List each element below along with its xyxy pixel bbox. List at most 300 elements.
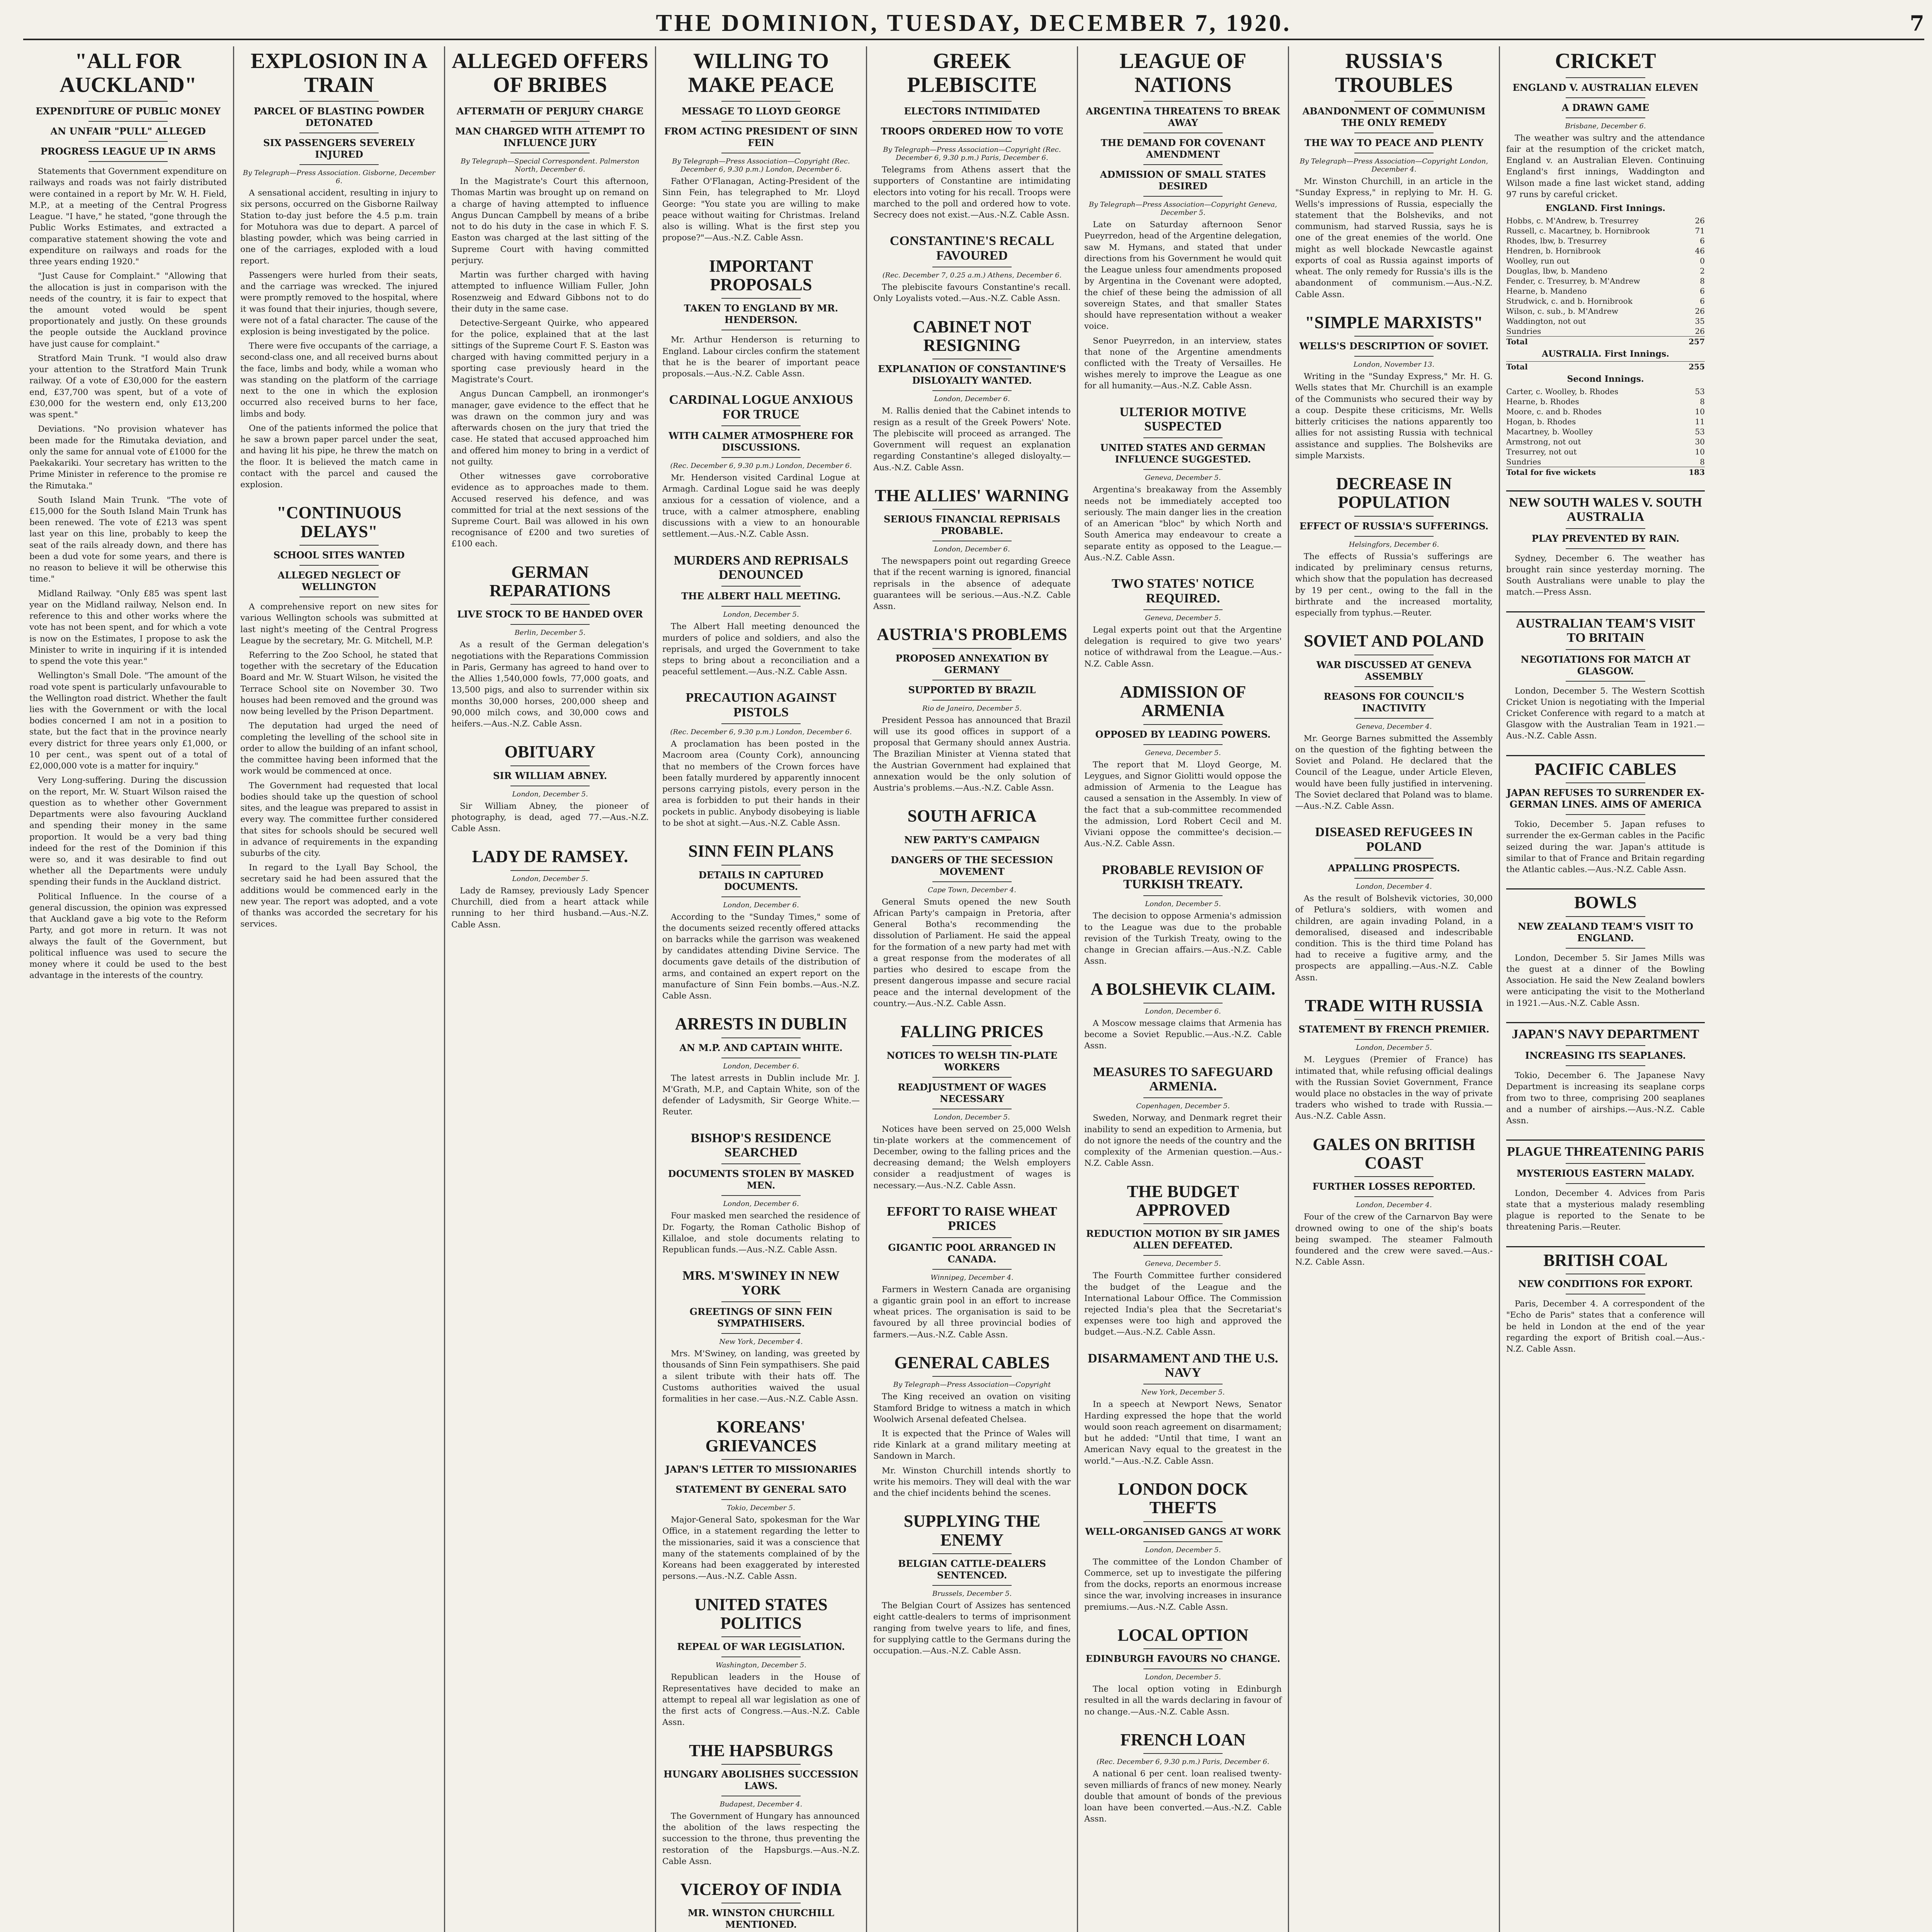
story-paragraph: Major-General Sato, spokesman for the War Office, in a statement regarding the letter to the missionaries, said it was a conscience that many of the statements complained of by the Koreans had been exaggerated by interested persons.—Aus.-N.Z. Cable Assn. xyxy=(662,1515,860,1582)
scorecard-title: ENGLAND. First Innings. xyxy=(1546,203,1665,213)
batsman-cell: Moore, c. and b. Rhodes xyxy=(1506,407,1602,416)
story-dateline: By Telegraph—Special Correspondent. Palmerston North, December 6. xyxy=(461,157,639,174)
headline-rule xyxy=(932,1269,1011,1270)
column-7 xyxy=(1289,46,1500,1932)
story-headline: ARRESTS IN DUBLIN xyxy=(675,1014,847,1034)
story-subheading: ELECTORS INTIMIDATED xyxy=(904,105,1040,117)
headline-rule xyxy=(721,1163,800,1164)
story-headline: LADY DE RAMSEY. xyxy=(472,847,628,866)
batsman-cell: Sundries xyxy=(1506,457,1541,466)
news-story xyxy=(1084,405,1282,563)
story-paragraph: The latest arrests in Dublin include Mr. J. M'Grath, M.P., and Captain White, son of the defender of Ladysmith, Sir George White.—Reuter. xyxy=(662,1073,860,1117)
news-story xyxy=(873,807,1071,1009)
story-headline: AUSTRALIAN TEAM'S VISIT TO BRITAIN xyxy=(1516,616,1695,645)
section-rule xyxy=(1506,490,1705,492)
score-row xyxy=(1506,447,1705,457)
story-subheading: EXPLANATION OF CONSTANTINE'S DISLOYALTY WANTED. xyxy=(878,363,1066,386)
section-rule xyxy=(1506,611,1705,612)
story-paragraph: Wellington's Small Dole. "The amount of the road vote spent is particularly unfavourable to the Wellington road district. Whether the fault lies with the Government or with the local bodies concerned I am not in a position to state, but the fact that in the province nearly every district for three years only £1,000, or 10 per cent., was spent out of a total of £2,000,000 vote is a matter for inquiry." xyxy=(29,671,227,771)
headline-rule xyxy=(510,765,589,766)
story-headline: LONDON DOCK THEFTS xyxy=(1118,1479,1248,1517)
headline-rule xyxy=(932,1045,1011,1046)
story-subheading: NEW CONDITIONS FOR EXPORT. xyxy=(1518,1278,1693,1290)
england-scorecard xyxy=(1506,216,1705,347)
story-subheading: EXPENDITURE OF PUBLIC MONEY xyxy=(36,105,221,117)
story-paragraph: According to the "Sunday Times," some of the documents seized recently offered attacks on barracks while the garrison was weakened by candidates attending Divine Service. The documents gave details of the distribution of arms, and contained an expert report on the manufacture of Sinn Fein bombs.—Aus.-N.Z. Cable Assn. xyxy=(662,912,860,1001)
story-paragraph: Angus Duncan Campbell, an ironmonger's manager, gave evidence to the effect that he was drawn on the common jury and was afterwards chosen on the jury that tried the case. He stated that accused approached him and offered him money to bring in a verdict of not guilty. xyxy=(451,389,649,467)
story-subheading: REDUCTION MOTION BY SIR JAMES ALLEN DEFEATED. xyxy=(1086,1228,1280,1251)
headline-rule xyxy=(932,1585,1011,1586)
headline-rule xyxy=(932,881,1011,882)
story-subheading: WAR DISCUSSED AT GENEVA ASSEMBLY xyxy=(1316,659,1472,682)
story-dateline: London, December 4. xyxy=(1356,883,1432,891)
story-paragraph: As the result of Bolshevik victories, 30,000 of Petlura's soldiers, with women and children, are again invading Poland, in a demoralised, diseased and indescribable condition. This is the third time Poland has had to receive a fugitive army, and the prospects are appalling.—Aus.-N.Z. Cable Assn. xyxy=(1295,894,1493,983)
news-story xyxy=(662,842,860,1002)
story-paragraph: Referring to the Zoo School, he stated that together with the secretary of the Education Board and Mr. W. Stuart Wilson, he visited the Terrace School site on November 30. Two houses had been removed and the ground was now being levelled by the Prison Department. xyxy=(240,650,438,717)
news-story xyxy=(240,503,438,930)
story-headline: ALLEGED OFFERS OF BRIBES xyxy=(452,49,648,97)
headline-rule xyxy=(88,141,167,142)
story-headline: TWO STATES' NOTICE REQUIRED. xyxy=(1111,577,1255,605)
story-subheading: PROGRESS LEAGUE UP IN ARMS xyxy=(40,146,216,157)
headline-rule xyxy=(721,425,800,426)
headline-rule xyxy=(721,1459,800,1460)
runs-cell: 53 xyxy=(1695,427,1705,436)
runs-cell: 10 xyxy=(1695,407,1705,416)
news-story xyxy=(1084,980,1282,1051)
runs-cell: 6 xyxy=(1700,286,1705,296)
headline-rule xyxy=(721,298,800,299)
headline-rule xyxy=(932,101,1011,102)
story-paragraph: The local option voting in Edinburgh resulted in all the wards declaring in favour of no change.—Aus.-N.Z. Cable Assn. xyxy=(1084,1684,1282,1717)
story-paragraph: Mrs. M'Swiney, on landing, was greeted by thousands of Sinn Fein sympathisers. She paid a silent tribute with their hats off. The Customs authorities waived the usual formalities in her case.—Aus.-N.Z. Cable Assn. xyxy=(662,1349,860,1404)
story-headline: FALLING PRICES xyxy=(900,1022,1044,1041)
news-story xyxy=(1084,863,1282,967)
column-3 xyxy=(445,46,656,1932)
story-subheading: THE DEMAND FOR COVENANT AMENDMENT xyxy=(1100,137,1265,160)
story-headline: THE ALLIES' WARNING xyxy=(875,486,1069,505)
column-4 xyxy=(656,46,867,1932)
story-dateline: Brisbane, December 6. xyxy=(1565,122,1646,130)
headline-rule xyxy=(510,604,589,605)
story-subheading: PROPOSED ANNEXATION BY GERMANY xyxy=(895,652,1049,675)
score-row xyxy=(1506,256,1705,266)
story-paragraph: Sir William Abney, the pioneer of photography, is dead, aged 77.—Aus.-N.Z. Cable Assn. xyxy=(451,801,649,834)
story-subheading: MESSAGE TO LLOYD GEORGE xyxy=(681,105,841,117)
headline-rule xyxy=(721,457,800,458)
story-headline: DECREASE IN POPULATION xyxy=(1336,474,1452,512)
story-paragraph: Father O'Flanagan, Acting-President of the Sinn Fein, has telegraphed to Mr. Lloyd George: "You state you are willing to make peace without waiting for Christmas. Ireland also is willing. What is the first step you propose?"—Aus.-N.Z. Cable Assn. xyxy=(662,177,860,243)
headline-rule xyxy=(932,121,1011,122)
story-headline: GREEK PLEBISCITE xyxy=(907,49,1037,97)
headline-rule xyxy=(1354,686,1433,687)
news-story xyxy=(29,49,227,981)
score-row xyxy=(1506,236,1705,246)
headline-rule xyxy=(1354,1176,1433,1177)
runs-cell: 8 xyxy=(1700,276,1705,286)
headline-rule xyxy=(1566,649,1645,650)
story-paragraph: The Government had requested that local bodies should take up the question of school sites, and the league was prepared to assist in every way. The committee further considered that sites for schools should be secured well in advance of requirements in the expanding suburbs of the city. xyxy=(240,781,438,858)
batsman-cell: Hendren, b. Hornibrook xyxy=(1506,246,1601,255)
news-story xyxy=(1295,1135,1493,1268)
total-label: Total xyxy=(1506,362,1682,372)
headline-rule xyxy=(299,565,378,566)
story-dateline: Berlin, December 5. xyxy=(514,629,586,637)
score-row xyxy=(1506,276,1705,286)
news-story xyxy=(873,49,1071,221)
runs-cell: 26 xyxy=(1695,306,1705,316)
news-story xyxy=(1084,1065,1282,1169)
story-paragraph: Sweden, Norway, and Denmark regret their inability to send an expedition to Armenia, but do not ignore the needs of the country and the complexity of the Armenian question.—Aus.-N.Z. Cable Assn. xyxy=(1084,1113,1282,1168)
score-total-row xyxy=(1506,362,1705,372)
story-headline: "ALL FOR AUCKLAND" xyxy=(60,49,197,97)
batsman-cell: Hearne, b. Mandeno xyxy=(1506,286,1587,296)
story-paragraph: Very Long-suffering. During the discussion on the report, Mr. W. Stuart Wilson raised the question as to whether other Government Departments were also favouring Auckland and spending their money in the same proportion. It would be a very bad thing indeed for the rest of the Dominion if this were so, and it was desirable to find out whether all the Departments were unduly spending their funds in the Auckland district. xyxy=(29,776,227,887)
story-headline: PRECAUTION AGAINST PISTOLS xyxy=(685,690,837,719)
story-subheading: REASONS FOR COUNCIL'S INACTIVITY xyxy=(1323,690,1464,714)
headline-rule xyxy=(299,164,378,165)
story-dateline: Helsingfors, December 6. xyxy=(1349,540,1439,549)
score-row xyxy=(1506,406,1705,417)
headline-rule xyxy=(721,723,800,724)
headline-rule xyxy=(510,624,589,625)
story-paragraph: The deputation had urged the need of completing the levelling of the school site in order to allow the building of an infant school, the committee having been informed that the work would be commenced at once. xyxy=(240,721,438,776)
australia-first-innings xyxy=(1506,361,1705,372)
news-story xyxy=(1084,49,1282,392)
headline-rule xyxy=(932,390,1011,391)
headline-rule xyxy=(1143,1097,1222,1098)
headline-rule xyxy=(932,1553,1011,1554)
runs-cell: 71 xyxy=(1695,226,1705,235)
story-dateline: London, December 5. xyxy=(1145,1546,1221,1554)
headline-rule xyxy=(721,121,800,122)
story-dateline: (Rec. December 6, 9.30 p.m.) London, December 6. xyxy=(670,462,852,470)
story-subheading: FROM ACTING PRESIDENT OF SINN FEIN xyxy=(664,126,858,149)
headline-rule xyxy=(1354,878,1433,879)
story-paragraph: A comprehensive report on new sites for various Wellington schools was submitted at last night's meeting of the Central Progress League by the secretary, Mr. G. Mitchell, M.P. xyxy=(240,602,438,646)
story-paragraph: Four of the crew of the Carnarvon Bay were drowned owing to one of the ship's boats being swamped. The steamer Falmouth foundered and the crew were saved.—Aus.-N.Z. Cable Assn. xyxy=(1295,1212,1493,1267)
story-paragraph: In a speech at Newport News, Senator Harding expressed the hope that the world would soon reach agreement on disarmament; but he added: "Until that time, I want an American Navy equal to the greatest in the world."—Aus.-N.Z. Cable Assn. xyxy=(1084,1400,1282,1466)
story-paragraph: Mr. Winston Churchill intends shortly to write his memoirs. They will deal with the war and the chief incidents behind the scenes. xyxy=(873,1466,1071,1498)
news-story xyxy=(662,393,860,540)
score-row xyxy=(1506,457,1705,467)
story-paragraph: The weather was sultry and the attendance fair at the resumption of the cricket match, England v. an Australian Eleven. Continuing England's first innings, Waddington and Wilson made a fine last wicket stand, adding 97 runs by careful cricket. xyxy=(1506,133,1705,199)
headline-rule xyxy=(1566,548,1645,549)
headline-rule xyxy=(932,1237,1011,1238)
headline-rule xyxy=(1143,1648,1222,1649)
news-story xyxy=(873,1354,1071,1499)
headline-rule xyxy=(721,1333,800,1334)
story-paragraph: Other witnesses gave corroborative evidence as to approaches made to them. Accused reserved his defence, and was committed for trial at the next sessions of the Supreme Court. Bail was allowed in his own recognisance of £200 and two sureties of £100 each. xyxy=(451,471,649,549)
story-paragraph: Tokio, December 5. Japan refuses to surrender the ex-German cables in the Pacific seized during the war. Japan's attitude is similar to that of France and Britain regarding the Atlantic cables.—Aus.-N.Z. Cable Assn. xyxy=(1506,820,1705,874)
story-paragraph: A sensational accident, resulting in injury to six persons, occurred on the Gisborne Railway Station to-day just before the 4.5 p.m. train for Motuhora was due to depart. A parcel of blasting powder, which was being carried in one of the carriages, exploded with a loud report. xyxy=(240,188,438,266)
story-paragraph: Senor Pueyrredon, in an interview, states that none of the Argentine amendments conflicted with the Treaty of Versailles. He wishes merely to improve the League as one for all humanity.—Aus.-N.Z. Cable Assn. xyxy=(1084,336,1282,391)
news-story xyxy=(1506,755,1705,876)
headline-rule xyxy=(932,1077,1011,1078)
news-story xyxy=(873,318,1071,473)
headline-rule xyxy=(721,1195,800,1196)
section-rule xyxy=(1506,1139,1705,1141)
story-headline: OBITUARY xyxy=(504,742,596,762)
story-paragraph: Detective-Sergeant Quirke, who appeared for the police, explained that at the last sittings of the Supreme Court F. S. Easton was charged with having committed perjury in a sporting case previously heard in the Magistrate's Court. xyxy=(451,318,649,385)
newspaper-columns xyxy=(23,46,1924,1932)
story-paragraph: Political Influence. In the course of a general discussion, the opinion was expressed that Auckland gave a big vote to the Reform Party, and got more in return. It was not always the fault of the Government, but political influence was used to secure the money where it could be used to the best advantage in the interests of the country. xyxy=(29,891,227,981)
story-paragraph: Mr. Henderson visited Cardinal Logue at Armagh. Cardinal Logue said he was deeply anxious for a cessation of violence, and a truce, with a calmer atmosphere, enabling discussions with a view to an honourable settlement.—Aus.-N.Z. Cable Assn. xyxy=(662,473,860,539)
story-headline: TRADE WITH RUSSIA xyxy=(1304,996,1483,1015)
story-headline: PACIFIC CABLES xyxy=(1534,759,1677,779)
story-paragraph: Telegrams from Athens assert that the supporters of Constantine are intimidating electors into voting for his recall. Troops were marched to the poll and ordered how to vote. Secrecy does not exist.—Aus.-N.Z. Cable Assn. xyxy=(873,165,1071,220)
story-subheading: SIX PASSENGERS SEVERELY INJURED xyxy=(263,137,415,160)
story-paragraph: Farmers in Western Canada are organising a gigantic grain pool in an effort to increase wheat prices. The organisation is said to be favoured by all three provincial bodies of farmers.—Aus.-N.Z. Cable Assn. xyxy=(873,1284,1071,1340)
section-rule xyxy=(1506,888,1705,889)
headline-rule xyxy=(721,1499,800,1500)
headline-rule xyxy=(721,1301,800,1302)
story-paragraph: Writing in the "Sunday Express," Mr. H. G. Wells states that Mr. Churchill is an example of the Communists who secured their way by a coup. Despite these criticisms, Mr. Wells bitterly criticises the nations apparently too allies for not assisting Russia with technical assistance and supplies. The Bolsheviks are simple Marxists. xyxy=(1295,372,1493,461)
news-story xyxy=(240,49,438,490)
story-headline: PLAGUE THREATENING PARIS xyxy=(1507,1145,1704,1159)
story-subheading: SERIOUS FINANCIAL REPRISALS PROBABLE. xyxy=(884,514,1060,537)
runs-cell: 11 xyxy=(1695,417,1705,426)
newspaper-title: THE DOMINION, TUESDAY, DECEMBER 7, 1920. xyxy=(656,10,1292,36)
story-headline: NEW SOUTH WALES V. SOUTH AUSTRALIA xyxy=(1509,495,1702,524)
news-story xyxy=(451,743,649,834)
headline-rule xyxy=(932,1376,1011,1377)
story-subheading: STATEMENT BY GENERAL SATO xyxy=(675,1484,847,1495)
headline-rule xyxy=(1143,895,1222,896)
story-headline: DISARMAMENT AND THE U.S. NAVY xyxy=(1088,1351,1278,1380)
runs-cell: 0 xyxy=(1700,256,1705,265)
batsman-cell: Rhodes, lbw, b. Tresurrey xyxy=(1506,236,1607,245)
news-story xyxy=(451,847,649,930)
story-headline: JAPAN'S NAVY DEPARTMENT xyxy=(1512,1027,1699,1041)
news-story xyxy=(1084,1182,1282,1338)
story-subheading: SIR WILLIAM ABNEY. xyxy=(493,770,607,781)
headline-rule xyxy=(932,509,1011,510)
total-label: Total for five wickets xyxy=(1506,467,1682,478)
batsman-cell: Fender, c. Tresurrey, b. M'Andrew xyxy=(1506,276,1640,286)
story-dateline: London, December 5. xyxy=(512,790,588,798)
story-subheading: DANGERS OF THE SECESSION MOVEMENT xyxy=(891,854,1053,877)
score-row xyxy=(1506,296,1705,306)
story-subheading: READJUSTMENT OF WAGES NECESSARY xyxy=(898,1081,1046,1104)
column-6 xyxy=(1078,46,1289,1932)
story-headline: CARDINAL LOGUE ANXIOUS FOR TRUCE xyxy=(669,393,853,422)
story-subheading: ENGLAND V. AUSTRALIAN ELEVEN xyxy=(1512,82,1699,93)
story-paragraph: Argentina's breakaway from the Assembly needs not be immediately accepted too seriously. The main danger lies in the creation of an American "bloc" by which North and South America may endeavour to create a separate entity as opposed to the League.—Aus.-N.Z. Cable Assn. xyxy=(1084,485,1282,563)
story-paragraph: The Albert Hall meeting denounced the murders of police and soldiers, and also the reprisals, and urged the Government to take steps to bring about a reconciliation and a peaceful settlement.—Aus.-N.Z. Cable Assn. xyxy=(662,622,860,677)
headline-rule xyxy=(932,141,1011,142)
news-story xyxy=(662,1015,860,1117)
batsman-cell: Russell, c. Macartney, b. Hornibrook xyxy=(1506,226,1650,235)
story-headline: VICEROY OF INDIA xyxy=(680,1880,842,1899)
story-subheading: NEW PARTY'S CAMPAIGN xyxy=(904,834,1040,845)
headline-rule xyxy=(1566,1045,1645,1046)
headline-rule xyxy=(932,700,1011,701)
story-paragraph: Late on Saturday afternoon Senor Pueyrredon, head of the Argentine delegation, saw M. Hymans, and stated that under directions from his Government he would quit the League unless four amendments proposed by Argentina in the Covenant were adopted, the chief of these being the admission of all sovereign States, and that smaller States should have representation without a weaker voice. xyxy=(1084,220,1282,332)
story-paragraph: Stratford Main Trunk. "I would also draw your attention to the Stratford Main Trunk railway. Of a vote of £30,000 for the eastern end, £37,700 was spent, but of a vote of £30,000 for the western end, only £13,200 was spent." xyxy=(29,353,227,420)
story-dateline: Geneva, December 5. xyxy=(1145,614,1221,622)
story-subheading: AN M.P. AND CAPTAIN WHITE. xyxy=(679,1042,843,1053)
section-rule xyxy=(1506,1246,1705,1247)
story-dateline: Geneva, December 5. xyxy=(1145,474,1221,482)
story-paragraph: The committee of the London Chamber of Commerce, set up to investigate the pilfering from the docks, reports an enormous increase since the war, involving increases in insurance premiums.—Aus.-N.Z. Cable Assn. xyxy=(1084,1557,1282,1612)
headline-rule xyxy=(1566,97,1645,98)
story-paragraph: Four masked men searched the residence of Dr. Fogarty, the Roman Catholic Bishop of Killaloe, and stole documents relating to Republican funds.—Aus.-N.Z. Cable Assn. xyxy=(662,1211,860,1255)
australia-scorecard xyxy=(1506,386,1705,477)
masthead xyxy=(23,8,1924,40)
story-headline: UNITED STATES POLITICS xyxy=(694,1595,828,1633)
story-dateline: (Rec. December 6, 9.30 p.m.) London, December 6. xyxy=(670,728,852,736)
story-headline: MURDERS AND REPRISALS DENOUNCED xyxy=(673,553,849,582)
news-story xyxy=(662,49,860,244)
story-dateline: Brussels, December 5. xyxy=(932,1590,1012,1598)
headline-rule xyxy=(721,896,800,897)
news-story xyxy=(662,1595,860,1728)
headline-rule xyxy=(510,101,589,102)
news-story xyxy=(873,625,1071,794)
news-story xyxy=(662,1418,860,1582)
story-subheading: GREETINGS OF SINN FEIN SYMPATHISERS. xyxy=(689,1306,833,1329)
story-dateline: Budapest, December 4. xyxy=(719,1800,803,1808)
headline-rule xyxy=(721,865,800,866)
news-story xyxy=(451,563,649,730)
news-story xyxy=(1295,313,1493,461)
story-paragraph: As a result of the German delegation's negotiations with the Reparations Commission in Paris, Germany has agreed to hand over to the Allies 1,540,000 fowls, 77,000 goats, and 13,500 pigs, and also to surrender within six months 30,000 horses, 200,000 sheep and 90,000 milch cows, and 30,000 cows and heifers.—Aus.-N.Z. Cable Assn. xyxy=(451,640,649,729)
score-row xyxy=(1506,316,1705,326)
story-paragraph: Mr. George Barnes submitted the Assembly on the question of the fighting between the Soviet and Poland. He declared that the Council of the League, under Article Eleven, would have been fully justified in intervening. The Soviet declared that Poland was to blame.—Aus.-N.Z. Cable Assn. xyxy=(1295,733,1493,811)
story-paragraph: A proclamation has been posted in the Macroom area (County Cork), announcing that no members of the Crown forces have been fatally murdered by apparently innocent persons carrying pistols, every person in the area is forbidden to put their hands in their pockets in public. Anybody disobeying is liable to be shot at sight.—Aus.-N.Z. Cable Assn. xyxy=(662,739,860,828)
news-story xyxy=(873,486,1071,612)
headline-rule xyxy=(1143,469,1222,470)
headline-rule xyxy=(88,161,167,162)
story-paragraph: "Just Cause for Complaint." "Allowing that the allocation is just in comparison with the needs of the country, it is fair to expect that the amount voted would be spent proportionately and justly. On these grounds the people outside the Auckland province have just cause for complaint." xyxy=(29,271,227,349)
story-subheading: MR. WINSTON CHURCHILL MENTIONED. xyxy=(687,1907,835,1930)
story-headline: "SIMPLE MARXISTS" xyxy=(1305,313,1483,332)
news-story xyxy=(1084,1731,1282,1825)
news-story xyxy=(662,553,860,678)
headline-rule xyxy=(1143,724,1222,725)
story-paragraph: London, December 4. Advices from Paris state that a mysterious malady resembling plague is reported to the Senate to be threatening Paris.—Reuter. xyxy=(1506,1188,1705,1232)
score-row xyxy=(1506,286,1705,296)
story-paragraph: The decision to oppose Armenia's admission to the League was due to the probable revision of the Turkish Treaty, owing to the change in Grecian affairs.—Aus.-N.Z. Cable Assn. xyxy=(1084,911,1282,966)
story-subheading: MAN CHARGED WITH ATTEMPT TO INFLUENCE JURY xyxy=(455,126,645,149)
headline-rule xyxy=(721,1037,800,1038)
story-paragraph: The plebiscite favours Constantine's recall. Only Loyalists voted.—Aus.-N.Z. Cable Assn. xyxy=(873,282,1071,304)
batsman-cell: Tresurrey, not out xyxy=(1506,447,1577,456)
story-dateline: By Telegraph—Press Association—Copyright London, December 4. xyxy=(1299,157,1488,174)
story-dateline: By Telegraph—Press Association. Gisborne, December 6. xyxy=(243,169,435,185)
story-headline: LEAGUE OF NATIONS xyxy=(1119,49,1247,97)
headline-rule xyxy=(1566,814,1645,815)
headline-rule xyxy=(1143,744,1222,745)
story-subheading: FURTHER LOSSES REPORTED. xyxy=(1312,1181,1476,1192)
story-headline: AUSTRIA'S PROBLEMS xyxy=(877,625,1067,644)
total-runs: 183 xyxy=(1682,467,1705,478)
story-headline: ULTERIOR MOTIVE SUSPECTED xyxy=(1119,405,1247,434)
runs-cell: 2 xyxy=(1700,266,1705,276)
story-headline: EFFORT TO RAISE WHEAT PRICES xyxy=(887,1204,1057,1233)
headline-rule xyxy=(721,101,800,102)
batsman-cell: Carter, c. Woolley, b. Rhodes xyxy=(1506,387,1619,396)
story-subheading: THE ALBERT HALL MEETING. xyxy=(681,590,841,602)
story-headline: KOREANS' GRIEVANCES xyxy=(705,1417,817,1455)
story-subheading: DOCUMENTS STOLEN BY MASKED MEN. xyxy=(668,1168,854,1191)
story-paragraph: There were five occupants of the carriage, a second-class one, and all received burns about the face, limbs and body, while a woman who was standing on the platform of the carriage next to the one in which the explosion occurred also received burns to her face, limbs and body. xyxy=(240,341,438,419)
story-headline: IMPORTANT PROPOSALS xyxy=(709,256,813,294)
headline-rule xyxy=(1143,437,1222,438)
headline-rule xyxy=(1143,101,1222,102)
story-dateline: London, December 5. xyxy=(723,611,799,619)
batsman-cell: Armstrong, not out xyxy=(1506,437,1581,446)
story-subheading: ABANDONMENT OF COMMUNISM THE ONLY REMEDY xyxy=(1302,105,1486,129)
story-paragraph: London, December 5. The Western Scottish Cricket Union is negotiating with the Imperial Cricket Conference with regard to a match at Glasgow with the Australian Team in 1921.—Aus.-N.Z. Cable Assn. xyxy=(1506,686,1705,741)
total-label: Total xyxy=(1506,337,1682,347)
news-story xyxy=(1084,1480,1282,1613)
story-headline: BISHOP'S RESIDENCE SEARCHED xyxy=(690,1131,832,1160)
story-paragraph: In the Magistrate's Court this afternoon, Thomas Martin was brought up on remand on a charge of having attempted to influence Angus Duncan Campbell by means of a bribe not to do his duty in the case in which F. S. Easton was charged at the last sitting of the Supreme Court with having committed perjury. xyxy=(451,177,649,265)
story-headline: SINN FEIN PLANS xyxy=(688,842,834,861)
story-paragraph: The report that M. Lloyd George, M. Leygues, and Signor Giolitti would oppose the admission of Armenia to the League has caused a sensation in the Assembly. In view of the fact that a sub-committee recommended the admission, Lord Robert Cecil and M. Viviani oppose the committee's decision.—Aus.-N.Z. Cable Assn. xyxy=(1084,760,1282,849)
runs-cell: 8 xyxy=(1700,457,1705,466)
story-headline: THE HAPSBURGS xyxy=(689,1741,833,1760)
headline-rule xyxy=(1566,782,1645,783)
headline-rule xyxy=(1143,164,1222,165)
story-headline: FRENCH LOAN xyxy=(1120,1730,1246,1749)
headline-rule xyxy=(721,1636,800,1637)
headline-rule xyxy=(721,586,800,587)
story-subheading: JAPAN REFUSES TO SURRENDER EX-GERMAN LINES. AIMS OF AMERICA xyxy=(1507,787,1704,810)
news-story xyxy=(873,1512,1071,1656)
runs-cell: 30 xyxy=(1695,437,1705,446)
news-story xyxy=(662,1742,860,1867)
story-subheading: NEW ZEALAND TEAM'S VISIT TO ENGLAND. xyxy=(1517,920,1694,944)
headline-rule xyxy=(721,1764,800,1765)
headline-rule xyxy=(1143,1541,1222,1542)
headline-rule xyxy=(1143,1255,1222,1256)
story-headline: GERMAN REPARATIONS xyxy=(489,562,611,600)
story-paragraph: A national 6 per cent. loan realised twenty-seven milliards of francs of new money. Nearly double that amount of bonds of the previous loan have been converted.—Aus.-N.Z. Cable Assn. xyxy=(1084,1769,1282,1824)
story-headline: CABINET NOT RESIGNING xyxy=(913,317,1031,355)
story-headline: ADMISSION OF ARMENIA xyxy=(1120,682,1246,720)
headline-rule xyxy=(88,121,167,122)
story-headline: GALES ON BRITISH COAST xyxy=(1313,1134,1475,1173)
headline-rule xyxy=(1143,196,1222,197)
news-story xyxy=(1506,1139,1705,1233)
news-story xyxy=(1295,997,1493,1122)
runs-cell: 6 xyxy=(1700,296,1705,306)
story-paragraph: London, December 5. Sir James Mills was the guest at a dinner of the Bowling Association. He said the New Zealand bowlers were anticipating the visit to the Motherland in 1921.—Aus.-N.Z. Cable Assn. xyxy=(1506,953,1705,1008)
story-dateline: New York, December 4. xyxy=(719,1338,803,1346)
news-story xyxy=(662,1880,860,1932)
story-dateline: (Rec. December 7, 0.25 a.m.) Athens, December 6. xyxy=(882,271,1062,280)
story-headline: DISEASED REFUGEES IN POLAND xyxy=(1315,825,1473,854)
story-paragraph: Statements that Government expenditure on railways and roads was not fairly distributed were contained in a report by Mr. W. H. Field, M.P., at a meeting of the Central Progress League. "I have," he stated, "gone through the Public Works Estimates, and extracted a comparative statement showing the vote and expenditure on railways and roads for the three years ending 1920." xyxy=(29,167,227,267)
scorecard-title: Second Innings. xyxy=(1567,374,1644,384)
runs-cell: 8 xyxy=(1700,397,1705,406)
batsman-cell: Woolley, run out xyxy=(1506,256,1570,265)
headline-rule xyxy=(1354,336,1433,337)
news-story xyxy=(873,1022,1071,1191)
headline-rule xyxy=(1566,1065,1645,1066)
story-paragraph: A Moscow message claims that Armenia has become a Soviet Republic.—Aus.-N.Z. Cable Assn. xyxy=(1084,1018,1282,1051)
story-headline: EXPLOSION IN A TRAIN xyxy=(250,49,428,97)
news-story xyxy=(873,1204,1071,1340)
story-paragraph: Republican leaders in the House of Representatives have decided to make an attempt to repeal all war legislation as one of the first acts of Congress.—Aus.-N.Z. Cable Assn. xyxy=(662,1672,860,1728)
story-subheading: REPEAL OF WAR LEGISLATION. xyxy=(677,1641,845,1653)
story-dateline: Geneva, December 5. xyxy=(1145,1260,1221,1268)
story-paragraph: Passengers were hurled from their seats, and the carriage was wrecked. The injured were promptly removed to the hospital, where it was found that their injuries, though severe, were not of a fatal character. The cause of the explosion is being investigated by the police. xyxy=(240,270,438,337)
score-row xyxy=(1506,437,1705,447)
